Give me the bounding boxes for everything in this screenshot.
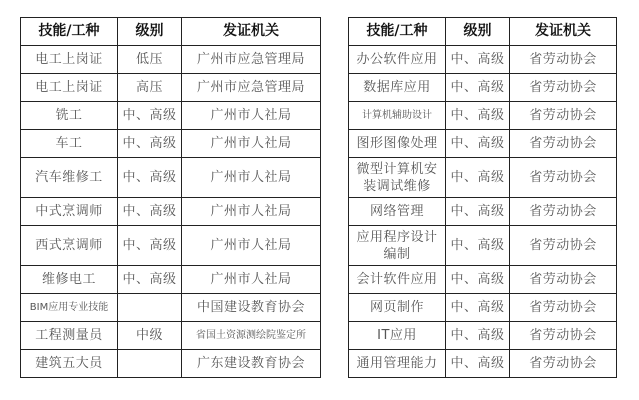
- cell-issuer: 广州市人社局: [182, 266, 321, 294]
- cell-level: 中、高级: [446, 294, 510, 322]
- cell-skill: 中式烹调师: [21, 198, 118, 226]
- cell-level: 中、高级: [118, 226, 182, 266]
- cell-skill: IT应用: [349, 322, 446, 350]
- cell-issuer: 省劳动协会: [510, 294, 617, 322]
- cell-level: 中、高级: [446, 350, 510, 378]
- table-row: [349, 294, 617, 322]
- cell-issuer: 广州市人社局: [182, 226, 321, 266]
- cell-issuer: 省劳动协会: [510, 102, 617, 130]
- cell-level: 中、高级: [446, 102, 510, 130]
- cell-level: 中级: [118, 322, 182, 350]
- cell-level: [118, 350, 182, 378]
- column-header-level: 级别: [118, 18, 182, 46]
- table-row: [349, 350, 617, 378]
- cell-issuer: 省劳动协会: [510, 322, 617, 350]
- cell-issuer: 中国建设教育协会: [182, 294, 321, 322]
- table-row: [349, 226, 617, 266]
- cell-issuer: 省劳动协会: [510, 198, 617, 226]
- cell-skill: 维修电工: [21, 266, 118, 294]
- cell-issuer: 广东建设教育协会: [182, 350, 321, 378]
- cell-skill: 汽车维修工: [21, 158, 118, 198]
- cell-level: 中、高级: [446, 198, 510, 226]
- cell-issuer: 省国土资源测绘院鉴定所: [182, 322, 321, 350]
- table-row: [349, 198, 617, 226]
- cell-skill: 铣工: [21, 102, 118, 130]
- cell-skill: 图形图像处理: [349, 130, 446, 158]
- cell-level: 中、高级: [446, 322, 510, 350]
- table-row: [21, 158, 321, 198]
- cell-level: 中、高级: [446, 226, 510, 266]
- header-row: [21, 18, 321, 46]
- table-row: [349, 266, 617, 294]
- cell-level: 中、高级: [446, 130, 510, 158]
- table-row: [21, 266, 321, 294]
- cell-level: 中、高级: [118, 130, 182, 158]
- cell-skill: 会计软件应用: [349, 266, 446, 294]
- cell-level: 中、高级: [446, 74, 510, 102]
- cell-level: 中、高级: [446, 46, 510, 74]
- table-row: [21, 198, 321, 226]
- table-row: [349, 130, 617, 158]
- cell-issuer: 广州市人社局: [182, 198, 321, 226]
- cell-issuer: 广州市人社局: [182, 158, 321, 198]
- cell-skill: 应用程序设计编制: [349, 226, 446, 266]
- cell-level: 中、高级: [446, 158, 510, 198]
- column-header-issuer: 发证机关: [510, 18, 617, 46]
- table-row: [349, 46, 617, 74]
- header-row: [349, 18, 617, 46]
- cell-level: 中、高级: [118, 158, 182, 198]
- table-row: [21, 294, 321, 322]
- table-row: [21, 102, 321, 130]
- table-row: [349, 158, 617, 198]
- table-row: [21, 130, 321, 158]
- cell-issuer: 省劳动协会: [510, 130, 617, 158]
- cell-level: 低压: [118, 46, 182, 74]
- cell-issuer: 省劳动协会: [510, 158, 617, 198]
- cell-issuer: 广州市应急管理局: [182, 74, 321, 102]
- table-row: [21, 350, 321, 378]
- cell-skill: 办公软件应用: [349, 46, 446, 74]
- table-row: [21, 226, 321, 266]
- cell-level: 高压: [118, 74, 182, 102]
- table-row: [349, 102, 617, 130]
- cell-level: 中、高级: [118, 266, 182, 294]
- cell-issuer: 省劳动协会: [510, 226, 617, 266]
- cell-level: 中、高级: [446, 266, 510, 294]
- column-header-skill: 技能/工种: [349, 18, 446, 46]
- cell-issuer: 广州市应急管理局: [182, 46, 321, 74]
- cell-skill: 网络管理: [349, 198, 446, 226]
- cell-issuer: 广州市人社局: [182, 102, 321, 130]
- cell-skill: 电工上岗证: [21, 46, 118, 74]
- cell-skill: 电工上岗证: [21, 74, 118, 102]
- table-row: [349, 74, 617, 102]
- cell-skill: 车工: [21, 130, 118, 158]
- column-header-level: 级别: [446, 18, 510, 46]
- cell-skill: 网页制作: [349, 294, 446, 322]
- cell-skill: 数据库应用: [349, 74, 446, 102]
- cell-skill: 计算机辅助设计: [349, 102, 446, 130]
- cell-level: 中、高级: [118, 102, 182, 130]
- column-header-skill: 技能/工种: [21, 18, 118, 46]
- cell-issuer: 省劳动协会: [510, 74, 617, 102]
- cell-issuer: 省劳动协会: [510, 350, 617, 378]
- cell-issuer: 省劳动协会: [510, 266, 617, 294]
- table-row: [349, 322, 617, 350]
- table-row: [21, 74, 321, 102]
- table-row: [21, 46, 321, 74]
- cell-skill: 西式烹调师: [21, 226, 118, 266]
- cell-skill: 通用管理能力: [349, 350, 446, 378]
- cell-level: 中、高级: [118, 198, 182, 226]
- column-header-issuer: 发证机关: [182, 18, 321, 46]
- cell-skill: 建筑五大员: [21, 350, 118, 378]
- skills-table-right: [348, 17, 617, 378]
- cell-issuer: 省劳动协会: [510, 46, 617, 74]
- cell-level: [118, 294, 182, 322]
- cell-skill: 微型计算机安装调试维修: [349, 158, 446, 198]
- skills-table-left: [20, 17, 321, 378]
- table-row: [21, 322, 321, 350]
- cell-skill: BIM应用专业技能: [21, 294, 118, 322]
- cell-issuer: 广州市人社局: [182, 130, 321, 158]
- cell-skill: 工程测量员: [21, 322, 118, 350]
